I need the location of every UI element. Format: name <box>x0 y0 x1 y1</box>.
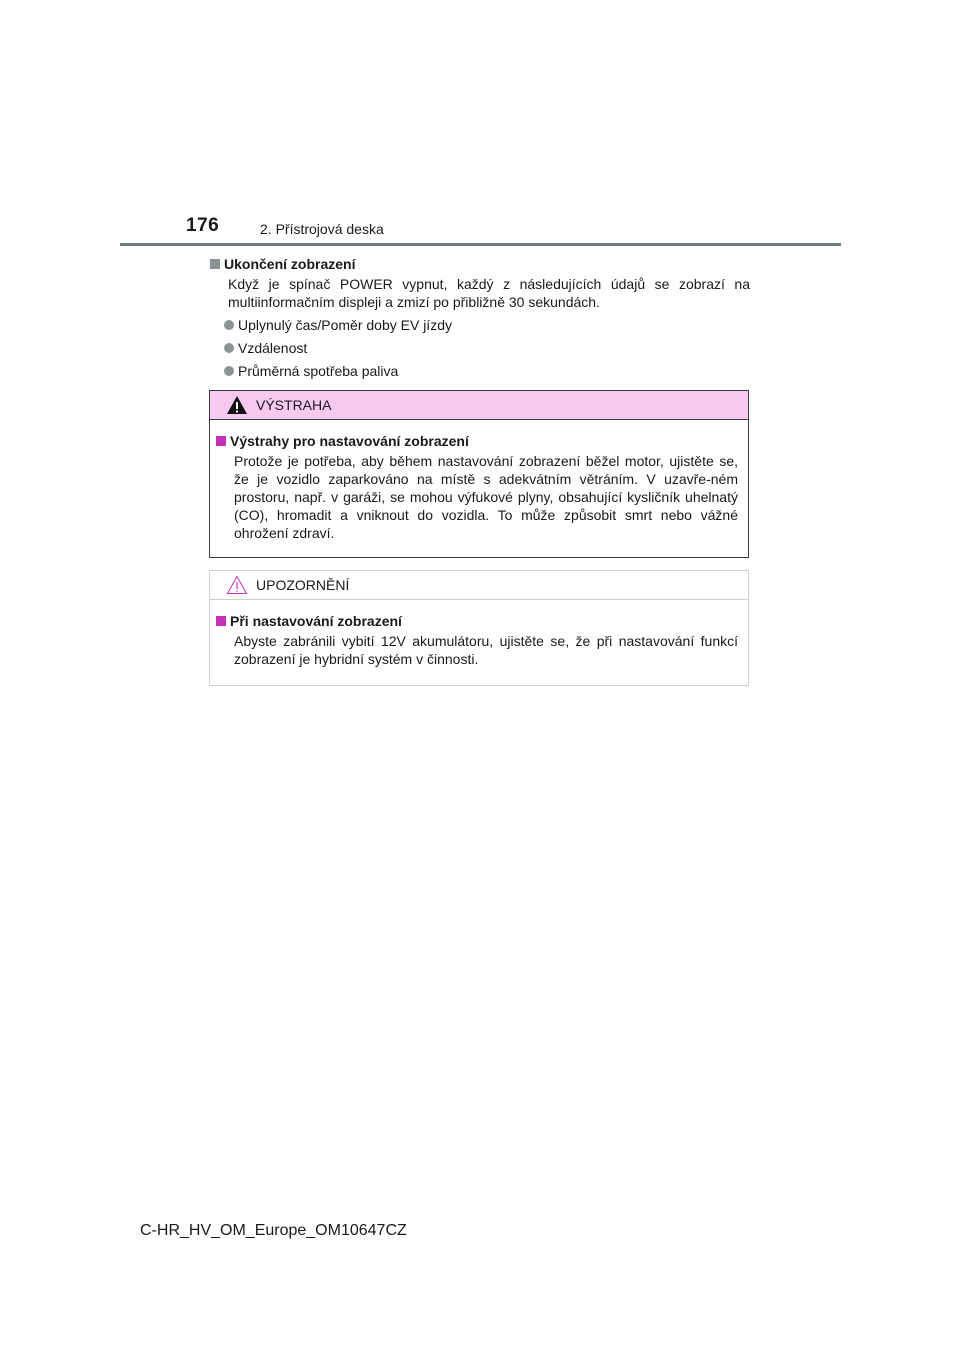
bullet-item <box>224 362 750 380</box>
header-rule <box>120 243 841 246</box>
caution-heading-text: Při nastavování zobrazení <box>230 613 402 629</box>
warning-heading <box>216 432 738 450</box>
warning-triangle-outline-icon <box>226 575 248 595</box>
circle-bullet-icon <box>224 320 234 330</box>
warning-box <box>209 390 749 558</box>
section-intro: Když je spínač POWER vypnut, každý z následujících údajů se zobrazí na multiinformačním displeji a zmizí po přibližně 30 sekundách. <box>228 276 750 310</box>
bullet-text: Vzdálenost <box>238 340 308 356</box>
square-bullet-icon <box>216 616 226 626</box>
bullet-text: Průměrná spotřeba paliva <box>238 363 399 379</box>
circle-bullet-icon <box>224 343 234 353</box>
bullet-item <box>224 316 750 334</box>
page-number: 176 <box>186 215 220 236</box>
section-display-end <box>210 255 750 380</box>
footer-doc-code: C-HR_HV_OM_Europe_OM10647CZ <box>140 1222 407 1239</box>
section-heading-text: Ukončení zobrazení <box>224 256 356 272</box>
caution-box-body <box>210 600 748 668</box>
chapter-title: 2. Přístrojová deska <box>260 221 384 237</box>
section-heading <box>210 255 750 273</box>
warning-heading-text: Výstrahy pro nastavování zobrazení <box>230 433 469 449</box>
square-bullet-icon <box>216 436 226 446</box>
bullet-text: Uplynulý čas/Poměr doby EV jízdy <box>238 317 452 333</box>
caution-text: Abyste zabránili vybití 12V akumulátoru, ujistěte se, že při nastavování funkcí zobrazení je hybridní systém v činnosti. <box>234 633 738 667</box>
warning-triangle-filled-icon <box>226 395 248 415</box>
caution-label: UPOZORNĚNÍ <box>256 577 350 593</box>
circle-bullet-icon <box>224 366 234 376</box>
warning-text: Protože je potřeba, aby během nastavování zobrazení běžel motor, ujistěte se, že je vozidlo zaparkováno na místě s adekvátním větráním. V uzavře-ném prostoru, např. v garáži, se mohou výfukové plyny, obsahující kysličník uhelnatý (CO), hromadit a vniknout do vozidla. To může způsobit smrt nebo vážné ohrožení zdraví. <box>234 453 738 541</box>
caution-heading <box>216 612 738 630</box>
caution-box <box>209 570 749 686</box>
warning-label: VÝSTRAHA <box>256 397 332 413</box>
caution-box-header <box>210 571 748 600</box>
square-bullet-icon <box>210 259 220 269</box>
bullet-item <box>224 339 750 357</box>
warning-box-body <box>210 420 748 542</box>
warning-box-header <box>210 391 748 420</box>
